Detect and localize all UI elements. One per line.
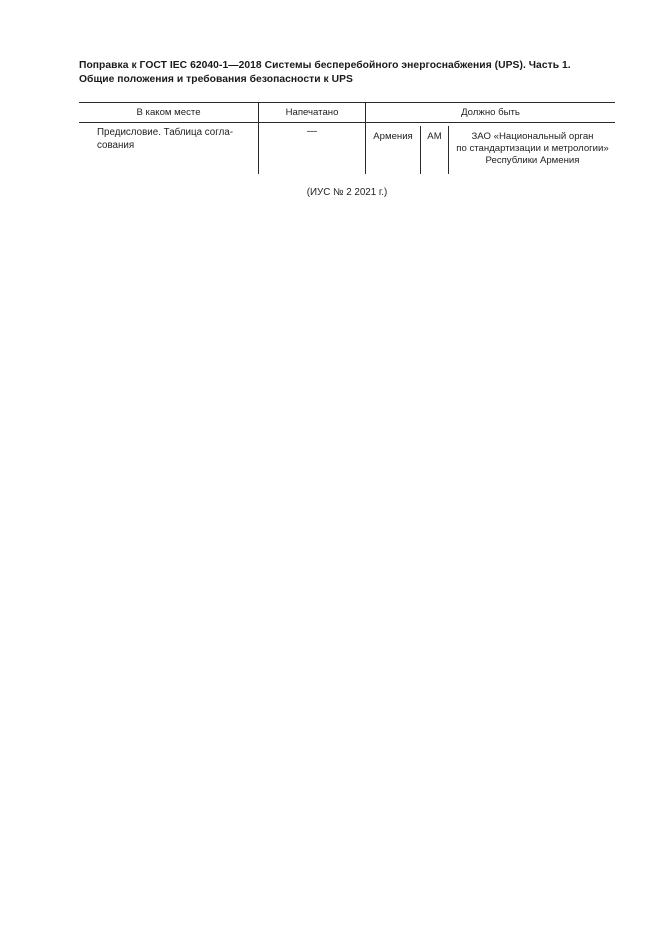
cell-country: Армения xyxy=(373,131,413,142)
cell-place xyxy=(97,127,255,152)
header-should-be: Должно быть xyxy=(461,107,520,118)
header-printed: Напечатано xyxy=(285,107,339,118)
table-top-rule xyxy=(79,102,615,103)
cell-organization-line-1: ЗАО «Национальный орган xyxy=(471,131,594,142)
cell-place-line-2: сования xyxy=(97,139,135,151)
cell-country-code: AM xyxy=(427,131,442,142)
document-title-line-2: Общие положения и требования безопасности к UPS xyxy=(79,74,353,85)
document-title xyxy=(79,59,624,87)
amendment-table xyxy=(79,102,615,174)
cell-printed: — xyxy=(307,126,317,137)
header-place: В каком месте xyxy=(136,107,201,118)
cell-organization-line-2: по стандартизации и метрологии» xyxy=(456,143,609,154)
document-title-line-1: Поправка к ГОСТ IEC 62040-1—2018 Системы бесперебойного энергоснабжения (UPS). Часть 1. xyxy=(79,60,571,71)
cell-place-line-1: Предисловие. Таблица согла- xyxy=(97,127,234,138)
table-header-rule xyxy=(79,122,615,123)
cell-organization-line-3: Республики Армения xyxy=(485,155,580,166)
cell-organization xyxy=(449,131,616,167)
publication-reference: (ИУС № 2 2021 г.) xyxy=(306,187,388,198)
